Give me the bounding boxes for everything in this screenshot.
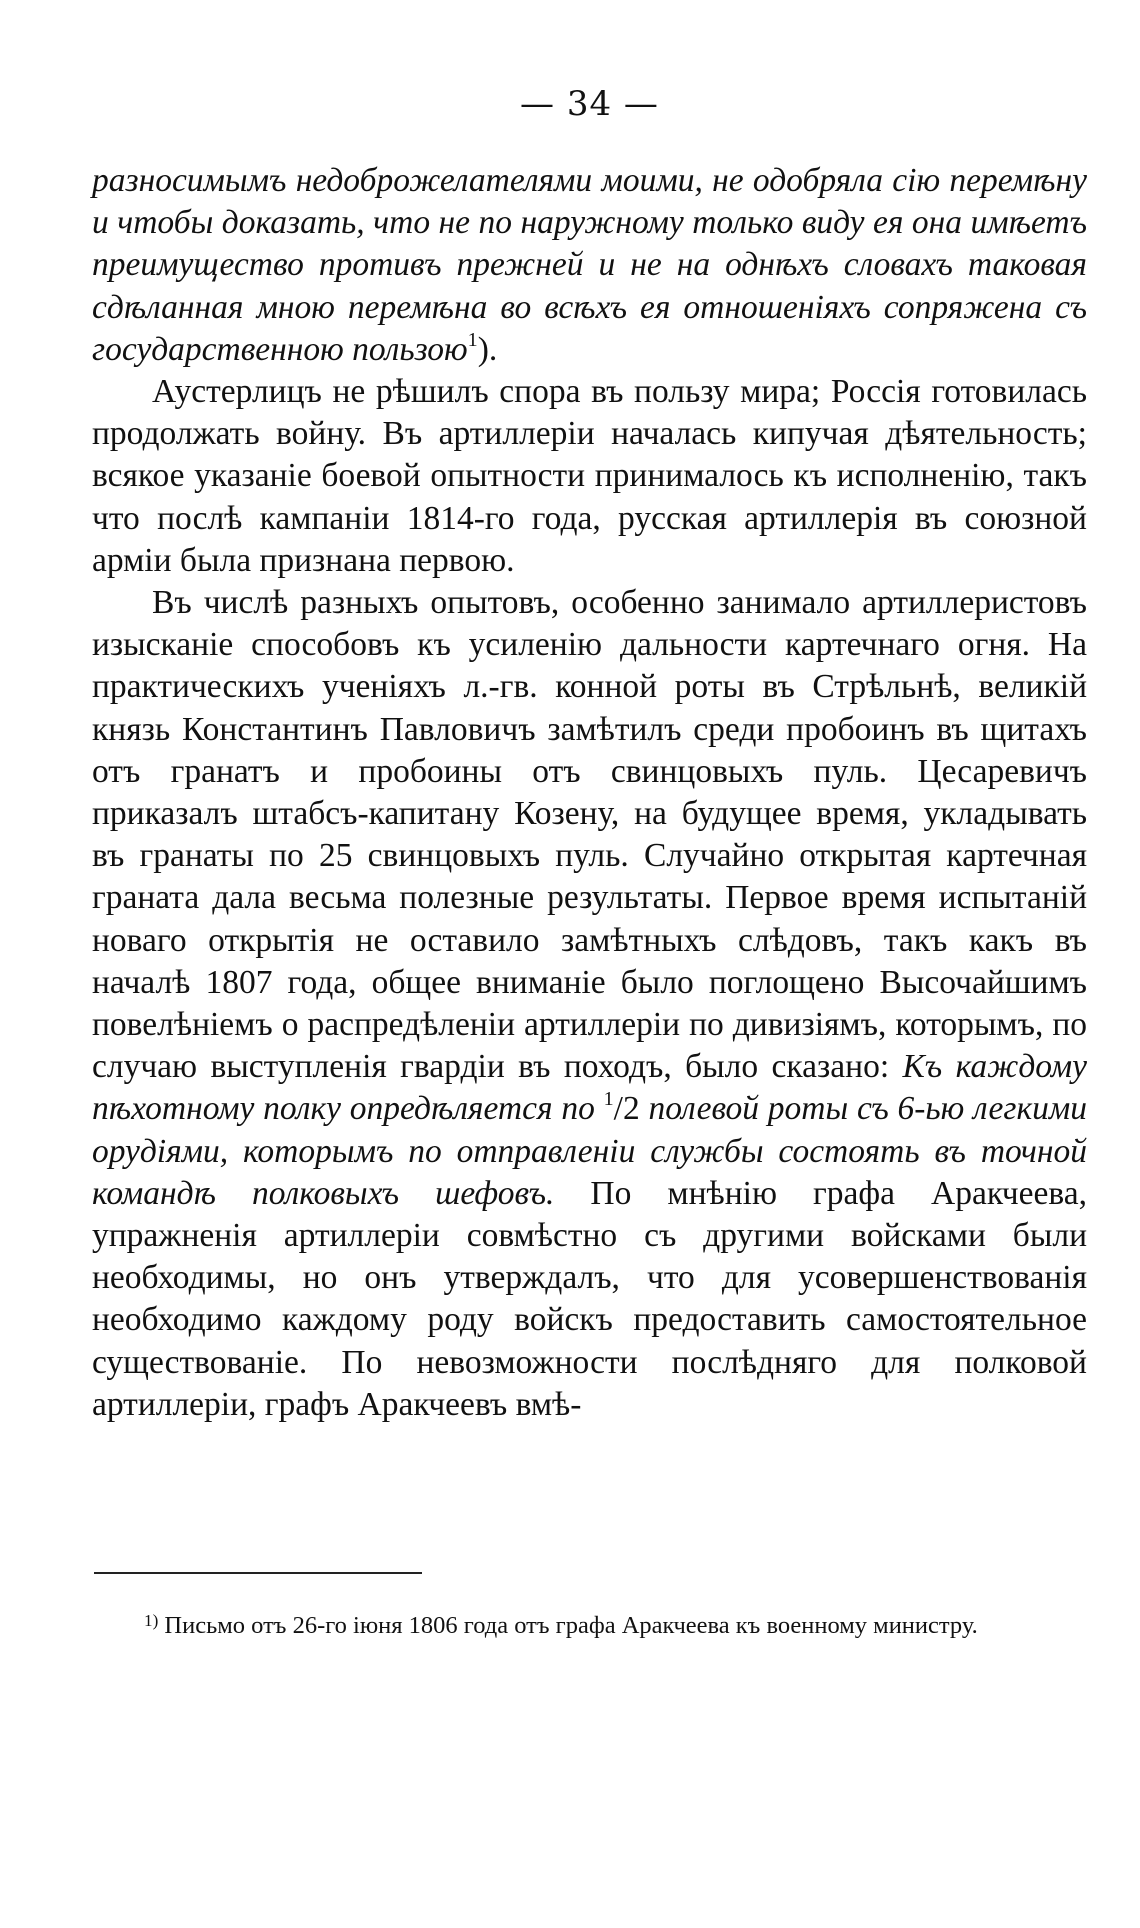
paragraph-experiments xyxy=(92,582,1087,1426)
paragraph-experiments-text: Въ числѣ разныхъ опытовъ, особенно занимало артиллеристовъ изысканіе способовъ къ усиленію дальности картечнаго огня. На практическихъ ученіяхъ л.-гв. конной роты въ Стрѣльнѣ, великій князь Константинъ Павловичъ замѣтилъ среди пробоинъ въ щитахъ отъ гранатъ и пробоины отъ свинцовыхъ пуль. Цесаревичъ приказалъ штабсъ-капитану Козену, на будущее время, укладывать въ гранаты по 25 свинцовыхъ пуль. Случайно открытая картечная граната дала весьма полезные результаты. Первое время испытаній новаго открытія не оставило замѣтныхъ слѣдовъ, такъ какъ въ началѣ 1807 года, общее вниманіе было поглощено Высочайшимъ повелѣніемъ о распредѣленіи артиллеріи по дивизіямъ, которымъ, по случаю выступленія гвардіи въ походъ, было сказано: xyxy=(92,584,1087,1086)
quote-end: ). xyxy=(477,330,498,368)
quote-paragraph xyxy=(92,160,1087,371)
footnote-mark: 1) xyxy=(144,1611,159,1630)
footnote-text: Письмо отъ 26-го іюня 1806 года отъ графа Аракчеева къ военному министру. xyxy=(164,1611,978,1639)
footnote-separator xyxy=(94,1572,422,1574)
fraction-one-half xyxy=(604,1090,640,1127)
paragraph-austerlitz: Аустерлицъ не рѣшилъ спора въ пользу мира; Россія готовилась продолжать войну. Въ артиллеріи началась кипучая дѣятельность; всякое указаніе боевой опытности принималось къ исполненію, такъ что послѣ кампаніи 1814-го года, русская артиллерія въ союзной арміи была признана первою. xyxy=(92,373,1087,579)
fraction-denominator: /2 xyxy=(613,1090,640,1128)
book-page xyxy=(92,0,1087,1928)
paragraph-arakcheev-text: По мнѣнію графа Аракчеева, упражненія артиллеріи совмѣстно съ другими войсками были необходимы, но онъ утверждалъ, что для усовершенствованія необходимо каждому роду войскъ предоставить самостоятельное существованіе. По невозможности послѣдняго для полковой артиллеріи, графъ Аракчеевъ вмѣ- xyxy=(92,1174,1087,1423)
footnote xyxy=(92,1602,1087,1645)
decree-quote-part-1: Къ каждому пѣхотному полку опредѣляется по xyxy=(92,1048,1087,1128)
footnote-reference: 1 xyxy=(467,328,478,351)
decree-quote-part-2: полевой роты съ 6-ью легкими орудіями, которымъ по отправленіи службы состоять въ точной командѣ полковыхъ шефовъ. xyxy=(92,1090,1087,1212)
quoted-letter-text: разносимымъ недоброжелателями моими, не одобряла сію перемѣну и чтобы доказать, что не по наружному только виду ея она имѣетъ преимущество противъ прежней и не на однѣхъ словахъ таковая сдѣланная мною перемѣна во всѣхъ ея отношеніяхъ сопряжена съ государственною пользою xyxy=(92,162,1087,368)
fraction-numerator: 1 xyxy=(603,1088,614,1111)
page-number: — 34 — xyxy=(520,84,659,124)
main-text xyxy=(92,160,1087,1426)
